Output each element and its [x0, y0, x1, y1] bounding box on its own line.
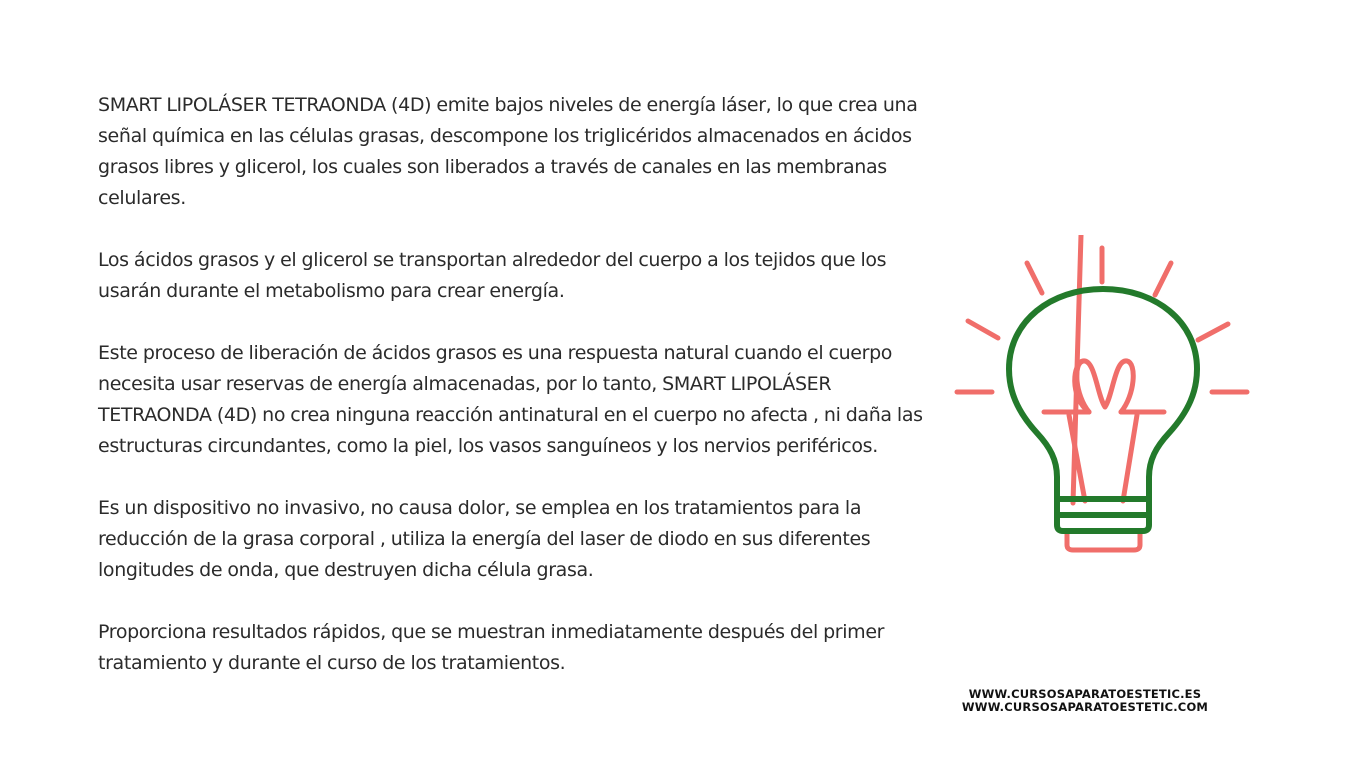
bulb-outline — [1009, 289, 1197, 531]
bulb-base-lines — [1057, 499, 1149, 515]
paragraph-2: Los ácidos grasos y el glicerol se transportan alrededor del cuerpo a los tejidos que los usarán durante el metabolismo para crear energía. — [98, 249, 887, 302]
footer-urls — [940, 688, 1230, 714]
body-text — [98, 90, 948, 710]
website-url-es[interactable]: WWW.CURSOSAPARATOESTETIC.ES — [968, 687, 1202, 701]
light-bulb-icon — [945, 235, 1265, 565]
paragraph-5: Proporciona resultados rápidos, que se muestran inmediatamente después del primer tratamiento y durante el curso de los tratamientos. — [98, 621, 885, 674]
paragraph-4: Es un dispositivo no invasivo, no causa dolor, se emplea en los tratamientos para la reducción de la grasa corporal , utiliza la energía del laser de diodo en sus diferentes longitudes de onda, que destruyen dicha célula grasa. — [98, 497, 871, 581]
paragraph-3: Este proceso de liberación de ácidos grasos es una respuesta natural cuando el cuerpo necesita usar reservas de energía almacenadas, por lo tanto, SMART LIPOLÁSER TETRAONDA (4D) no crea ninguna reacción antinatural en el cuerpo no afecta , ni daña las estructuras circundantes, como la piel, los vasos sanguíneos y los nervios periféricos. — [98, 342, 923, 457]
light-rays — [957, 248, 1247, 392]
website-url-com[interactable]: WWW.CURSOSAPARATOESTETIC.COM — [961, 700, 1209, 714]
paragraph-1: SMART LIPOLÁSER TETRAONDA (4D) emite bajos niveles de energía láser, lo que crea una señal química en las células grasas, descompone los triglicéridos almacenados en ácidos grasos libres y glicerol, los cuales son liberados a través de canales en las membranas celulares. — [98, 94, 918, 209]
